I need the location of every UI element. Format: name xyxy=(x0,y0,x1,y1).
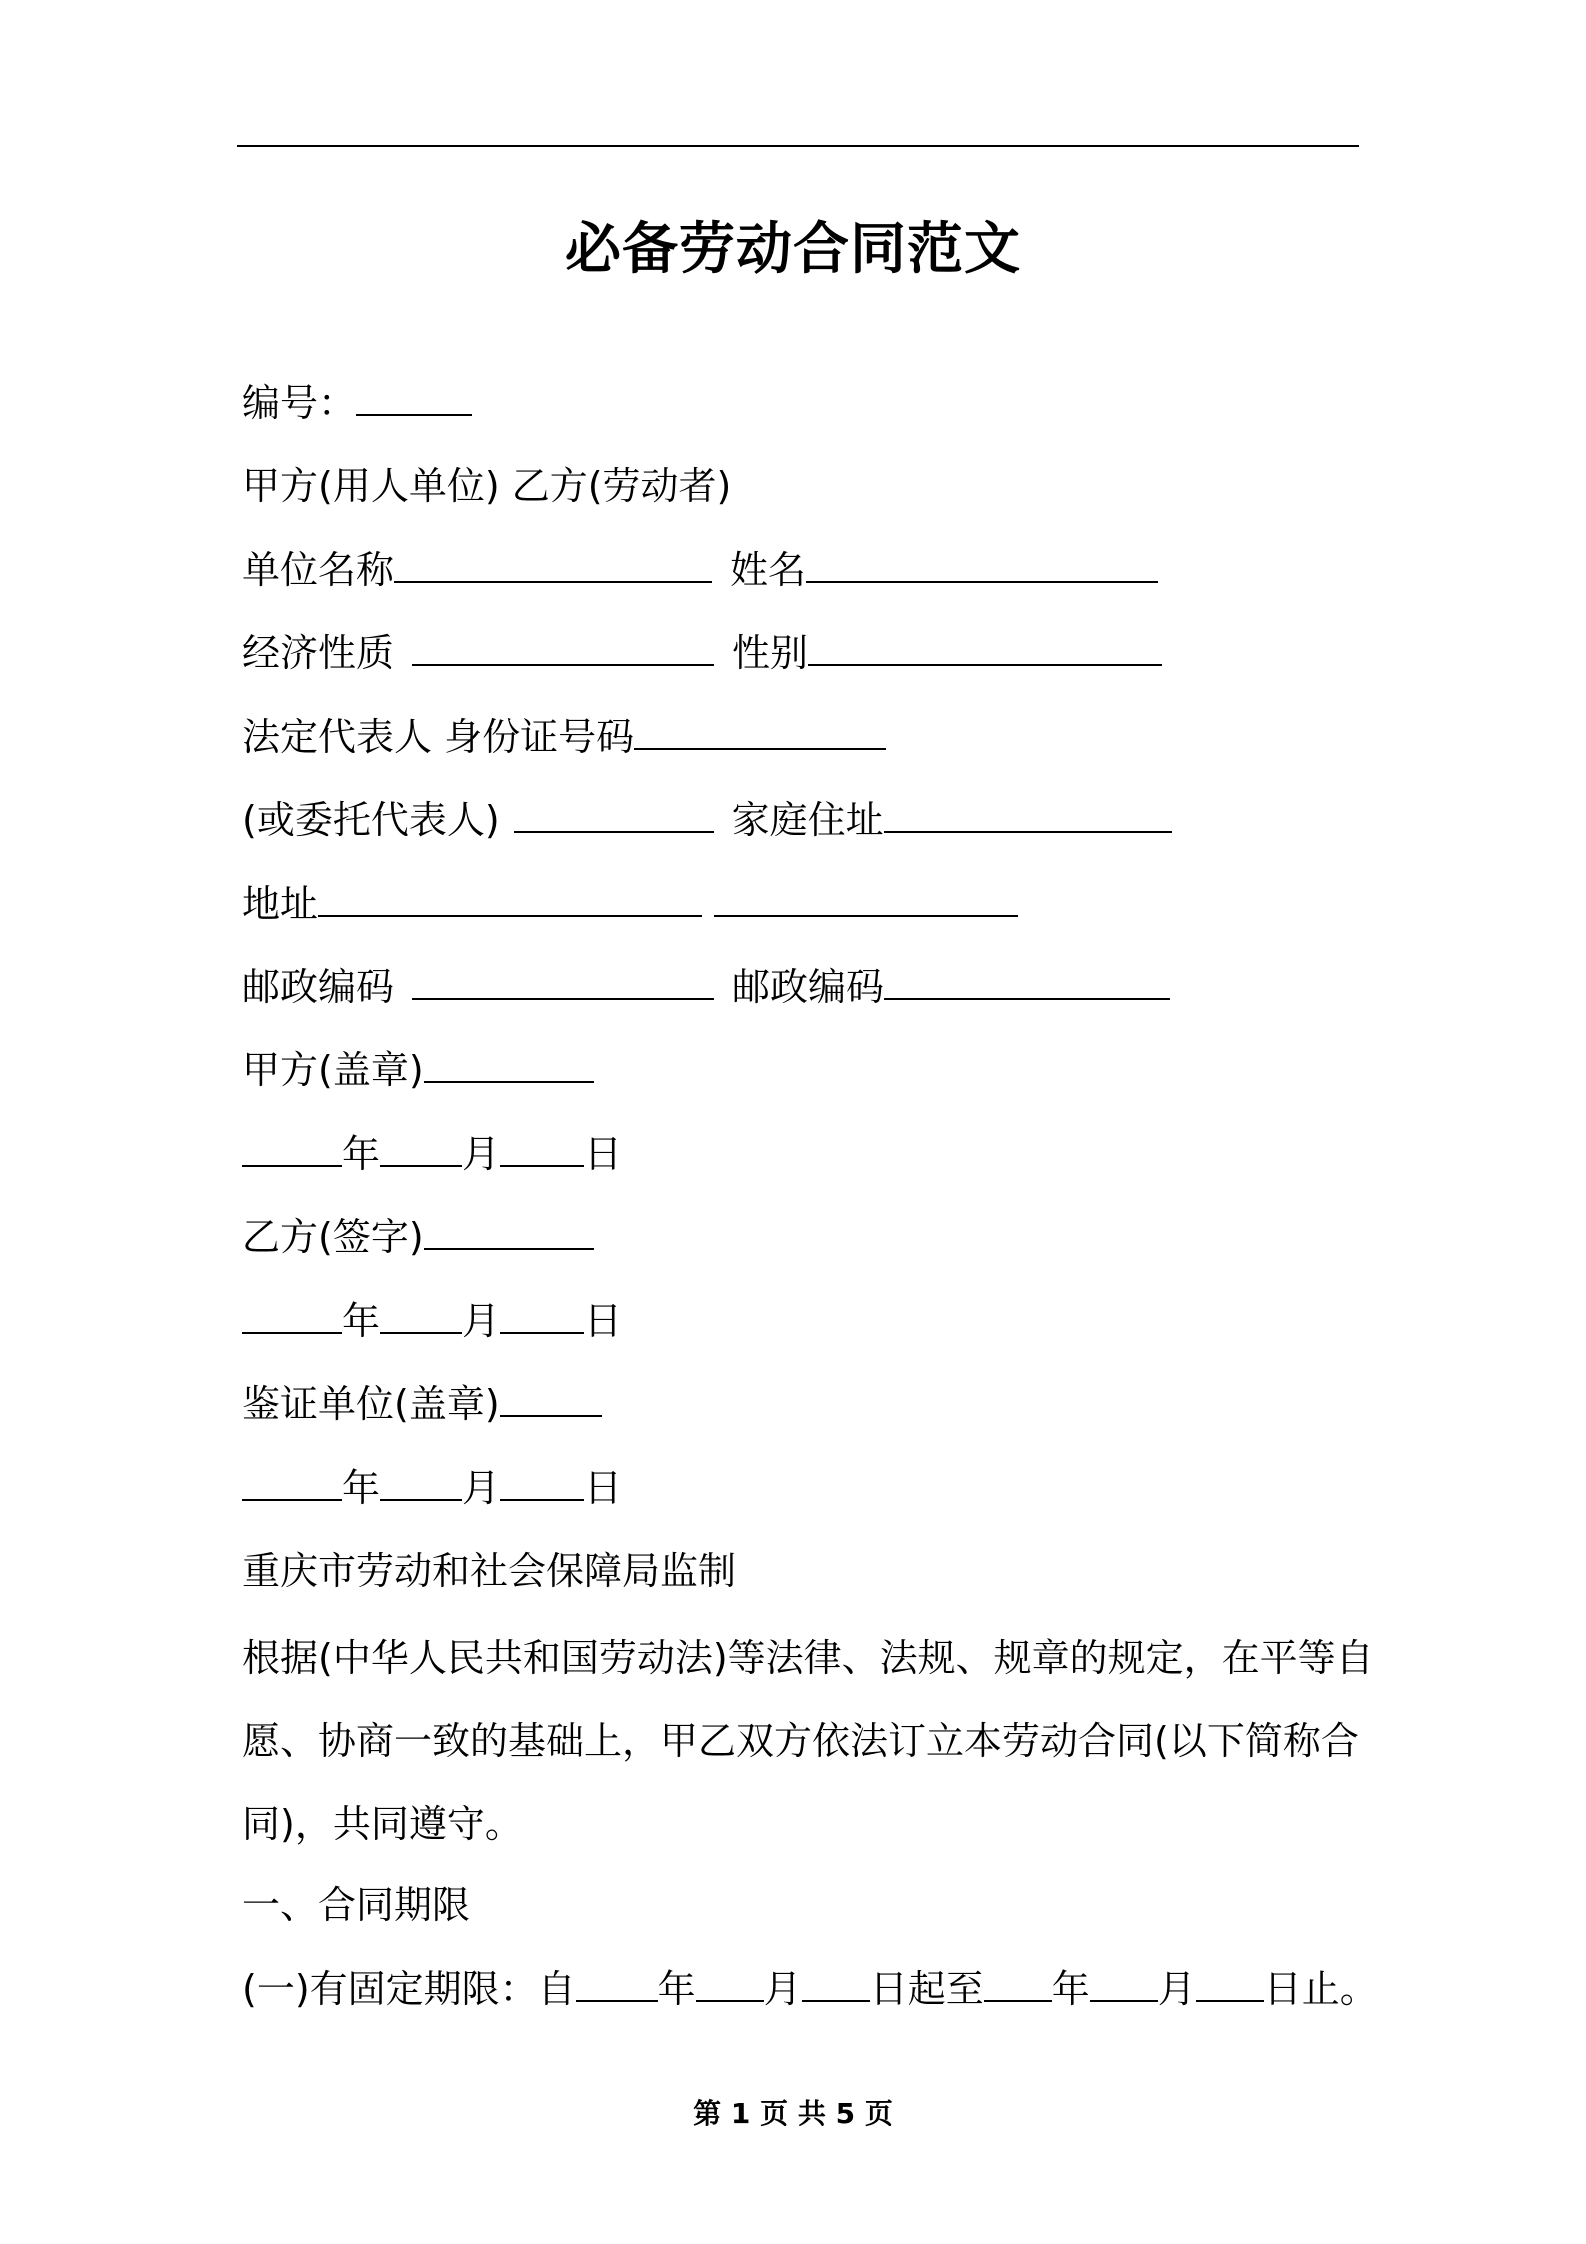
year-blank[interactable] xyxy=(242,1131,342,1167)
year-label: 年 xyxy=(1051,1967,1090,2011)
party-b-sign-blank[interactable] xyxy=(424,1214,594,1250)
section-heading: 一、合同期限 xyxy=(242,1883,471,1927)
econ-nature-blank[interactable] xyxy=(412,630,714,666)
header-rule xyxy=(237,145,1359,147)
address-blank-b[interactable] xyxy=(714,881,1018,917)
year-label: 年 xyxy=(342,1132,381,1176)
supervisor-line: 重庆市劳动和社会保障局监制 xyxy=(242,1549,737,1593)
end-day-blank[interactable] xyxy=(1196,1966,1264,2002)
page-footer: 第 1 页 共 5 页 xyxy=(693,2097,893,2130)
date-line-b xyxy=(242,1298,622,1344)
postcode-blank-b[interactable] xyxy=(884,964,1170,1000)
unit-name-blank[interactable] xyxy=(394,547,712,583)
end-year-blank[interactable] xyxy=(984,1966,1052,2002)
year-blank[interactable] xyxy=(242,1298,342,1334)
document-title: 必备劳动合同范文 xyxy=(565,217,1021,282)
year-label: 年 xyxy=(342,1299,381,1343)
delegate-line xyxy=(242,797,1172,843)
fixed-term-prefix: (一)有固定期限：自 xyxy=(242,1967,576,2011)
party-a-seal-label: 甲方(盖章) xyxy=(242,1048,424,1092)
address-line xyxy=(242,881,1018,927)
month-label: 月 xyxy=(1157,1967,1196,2011)
preamble-line: 同)，共同遵守。 xyxy=(242,1802,523,1846)
unit-name-line xyxy=(242,547,1158,593)
postcode-label-a: 邮政编码 xyxy=(242,965,395,1009)
day-blank[interactable] xyxy=(500,1465,584,1501)
day-label: 日 xyxy=(584,1466,623,1510)
gender-label: 性别 xyxy=(732,631,809,675)
unit-name-label: 单位名称 xyxy=(242,548,395,592)
from-day-label: 日起至 xyxy=(869,1967,984,2011)
id-number-blank[interactable] xyxy=(634,714,886,750)
serial-blank[interactable] xyxy=(356,380,472,416)
month-blank[interactable] xyxy=(380,1131,462,1167)
month-blank[interactable] xyxy=(380,1298,462,1334)
day-blank[interactable] xyxy=(500,1298,584,1334)
serial-label: 编号： xyxy=(242,381,357,425)
party-a-seal-blank[interactable] xyxy=(424,1047,594,1083)
legal-rep-line xyxy=(242,714,886,760)
month-label: 月 xyxy=(763,1967,802,2011)
day-blank[interactable] xyxy=(500,1131,584,1167)
month-label: 月 xyxy=(462,1132,501,1176)
day-label: 日 xyxy=(584,1299,623,1343)
date-line-c xyxy=(242,1465,622,1511)
verify-unit-line xyxy=(242,1381,602,1427)
legal-rep-label: 法定代表人 身份证号码 xyxy=(242,715,635,759)
delegate-blank[interactable] xyxy=(514,797,714,833)
date-line-a xyxy=(242,1131,622,1177)
econ-nature-line xyxy=(242,630,1162,676)
postcode-blank-a[interactable] xyxy=(412,964,714,1000)
preamble-paragraph xyxy=(242,1617,1374,1866)
year-blank[interactable] xyxy=(242,1465,342,1501)
preamble-line: 愿、协商一致的基础上，甲乙双方依法订立本劳动合同(以下简称合 xyxy=(242,1719,1359,1763)
parties-label: 甲方(用人单位) 乙方(劳动者) xyxy=(242,464,732,508)
start-year-blank[interactable] xyxy=(576,1966,658,2002)
fixed-term-line xyxy=(242,1966,1378,2012)
party-b-sign-line xyxy=(242,1214,594,1260)
gender-blank[interactable] xyxy=(808,630,1162,666)
verify-unit-blank[interactable] xyxy=(500,1381,602,1417)
month-blank[interactable] xyxy=(380,1465,462,1501)
year-label: 年 xyxy=(342,1466,381,1510)
end-month-blank[interactable] xyxy=(1090,1966,1158,2002)
delegate-label: (或委托代表人) xyxy=(242,798,500,842)
serial-line xyxy=(242,380,472,426)
econ-nature-label: 经济性质 xyxy=(242,631,395,675)
name-label: 姓名 xyxy=(730,548,807,592)
home-address-label: 家庭住址 xyxy=(731,798,884,842)
start-day-blank[interactable] xyxy=(802,1966,870,2002)
name-blank[interactable] xyxy=(806,547,1158,583)
month-label: 月 xyxy=(462,1299,501,1343)
end-label: 日止。 xyxy=(1263,1967,1378,2011)
preamble-line: 根据(中华人民共和国劳动法)等法律、法规、规章的规定，在平等自 xyxy=(242,1636,1374,1680)
home-address-blank[interactable] xyxy=(884,797,1172,833)
postcode-line xyxy=(242,964,1170,1010)
address-label: 地址 xyxy=(242,882,319,926)
day-label: 日 xyxy=(584,1132,623,1176)
start-month-blank[interactable] xyxy=(696,1966,764,2002)
party-a-seal-line xyxy=(242,1047,594,1093)
year-label: 年 xyxy=(657,1967,696,2011)
postcode-label-b: 邮政编码 xyxy=(732,965,885,1009)
party-b-sign-label: 乙方(签字) xyxy=(242,1215,424,1259)
parties-line xyxy=(242,463,731,509)
month-label: 月 xyxy=(462,1466,501,1510)
address-blank[interactable] xyxy=(318,881,702,917)
verify-unit-label: 鉴证单位(盖章) xyxy=(242,1382,500,1426)
